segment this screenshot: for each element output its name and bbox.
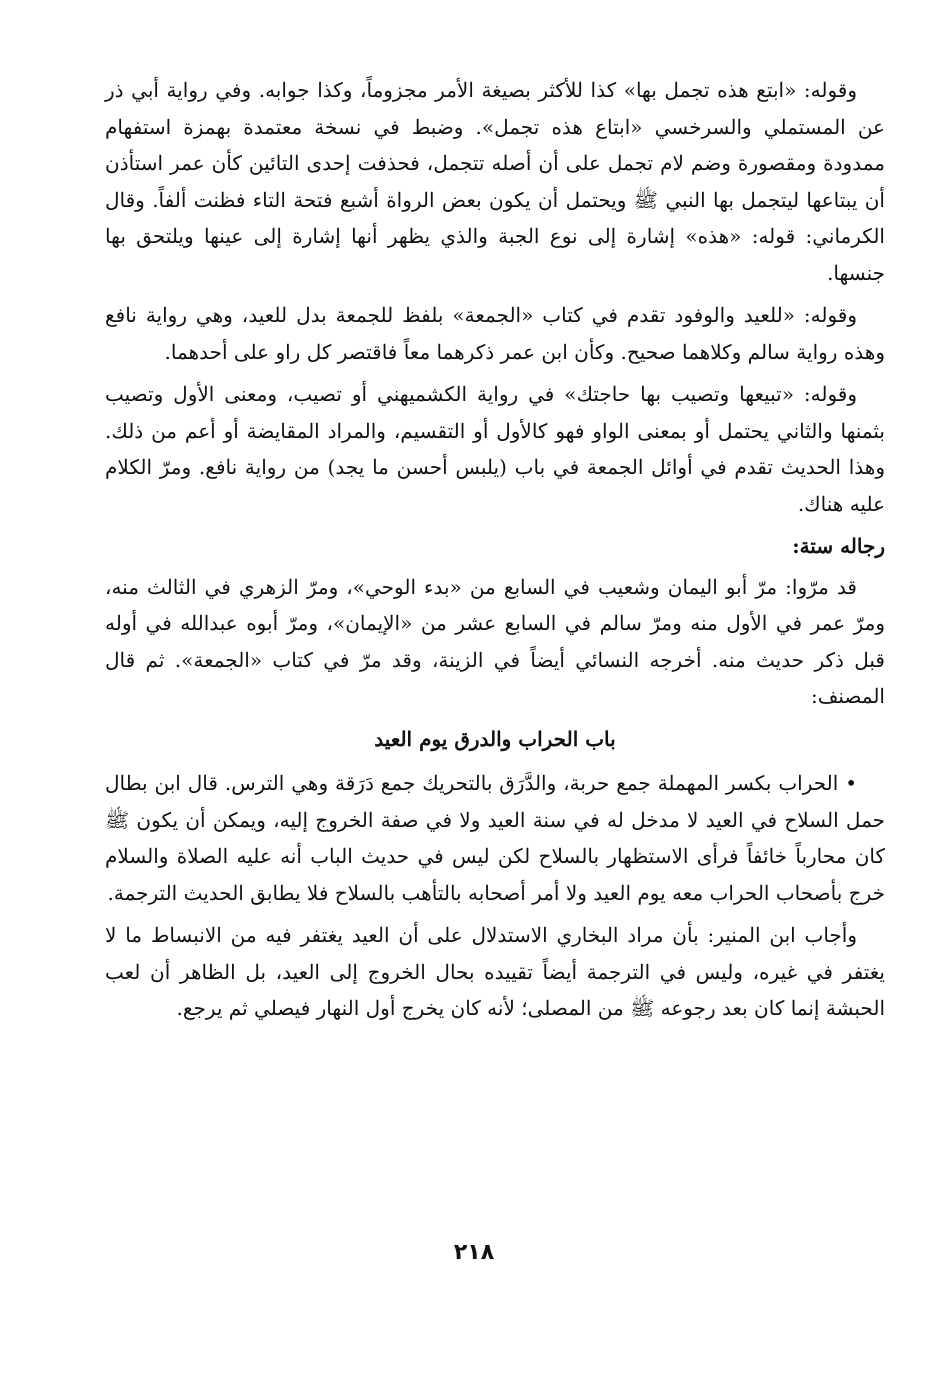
paragraph-ibta-hadhihi: وقوله: «ابتع هذه تجمل بها» كذا للأكثر بصيغة الأمر مجزوماً، وكذا جوابه. وفي رواية أبي ذر عن المستملي والسرخسي «ابتاع هذه تجمل». وضبط في نسخة معتمدة بهمزة استفهام ممدودة ومقصورة وضم لام تجمل على أن أصله تتجمل، فحذفت إحدى التائين كأن عمر استأذن أن يبتاعها ليتجمل بها النبي ﷺ ويحتمل أن يكون بعض الرواة أشبع فتحة التاء فظنت ألفاً. وقال الكرماني: قوله: «هذه» إشارة إلى نوع الجبة والذي يظهر أنها إشارة إلى عينها ويلتحق بها جنسها. — [105, 78, 885, 285]
paragraph-lil-eid-wal-wufud: وقوله: «للعيد والوفود تقدم في كتاب «الجمعة» بلفظ للجمعة بدل للعيد، وهي رواية نافع وهذه رواية سالم وكلاهما صحيح. وكأن ابن عمر ذكرهما معاً فاقتصر كل راو على أحدهما. — [105, 303, 885, 364]
paragraph-hirab-explanation: • الحراب بكسر المهملة جمع حربة، والدَّرَق بالتحريك جمع دَرَقة وهي الترس. قال ابن بطال حمل السلاح في العيد لا مدخل له في سنة العيد ولا في صفة الخروج إليه، ويمكن أن يكون ﷺ كان محارباً خائفاً فرأى الاستظهار بالسلاح لكن ليس في حديث الباب أنه عليه الصلاة والسلام خرج بأصحاب الحراب معه يوم العيد ولا أمر أصحابه بالتأهب بالسلاح فلا يطابق الحديث الترجمة. — [105, 771, 885, 905]
chapter-heading: باب الحراب والدرق يوم العيد — [374, 726, 616, 751]
rijal-label: رجاله ستة: — [792, 534, 885, 558]
paragraph-ibn-al-munir: وأجاب ابن المنير: بأن مراد البخاري الاستدلال على أن العيد يغتفر فيه من الانبساط ما لا يغتفر في غيره، وليس في الترجمة أيضاً تقييده بحال الخروج إلى العيد، بل الظاهر أن لعب الحبشة إنما كان بعد رجوعه ﷺ من المصلى؛ لأنه كان يخرج أول النهار فيصلي ثم يرجع. — [105, 923, 885, 1020]
paragraph-rijal: قد مرّوا: مرّ أبو اليمان وشعيب في السابع من «بدء الوحي»، ومرّ الزهري في الثالث منه، ومرّ عمر في الأول منه ومرّ سالم في السابع عشر من «الإيمان»، ومرّ أبوه عبدالله في أوله قبل ذكر حديث منه. أخرجه النسائي أيضاً في الزينة، وقد مرّ في كتاب «الجمعة». ثم قال المصنف: — [105, 574, 885, 708]
page-number: ٢١٨ — [453, 1240, 495, 1265]
paragraph-tabiuha: وقوله: «تبيعها وتصيب بها حاجتك» في رواية الكشميهني أو تصيب، ومعنى الأول وتصيب بثمنها والثاني يحتمل أو بمعنى الواو فهو كالأول أو التقسيم، والمراد المقايضة أو أعم من ذلك. وهذا الحديث تقدم في أوائل الجمعة في باب (يلبس أحسن ما يجد) من رواية نافع. ومرّ الكلام عليه هناك. — [105, 382, 885, 516]
page-text-block — [105, 72, 885, 1033]
